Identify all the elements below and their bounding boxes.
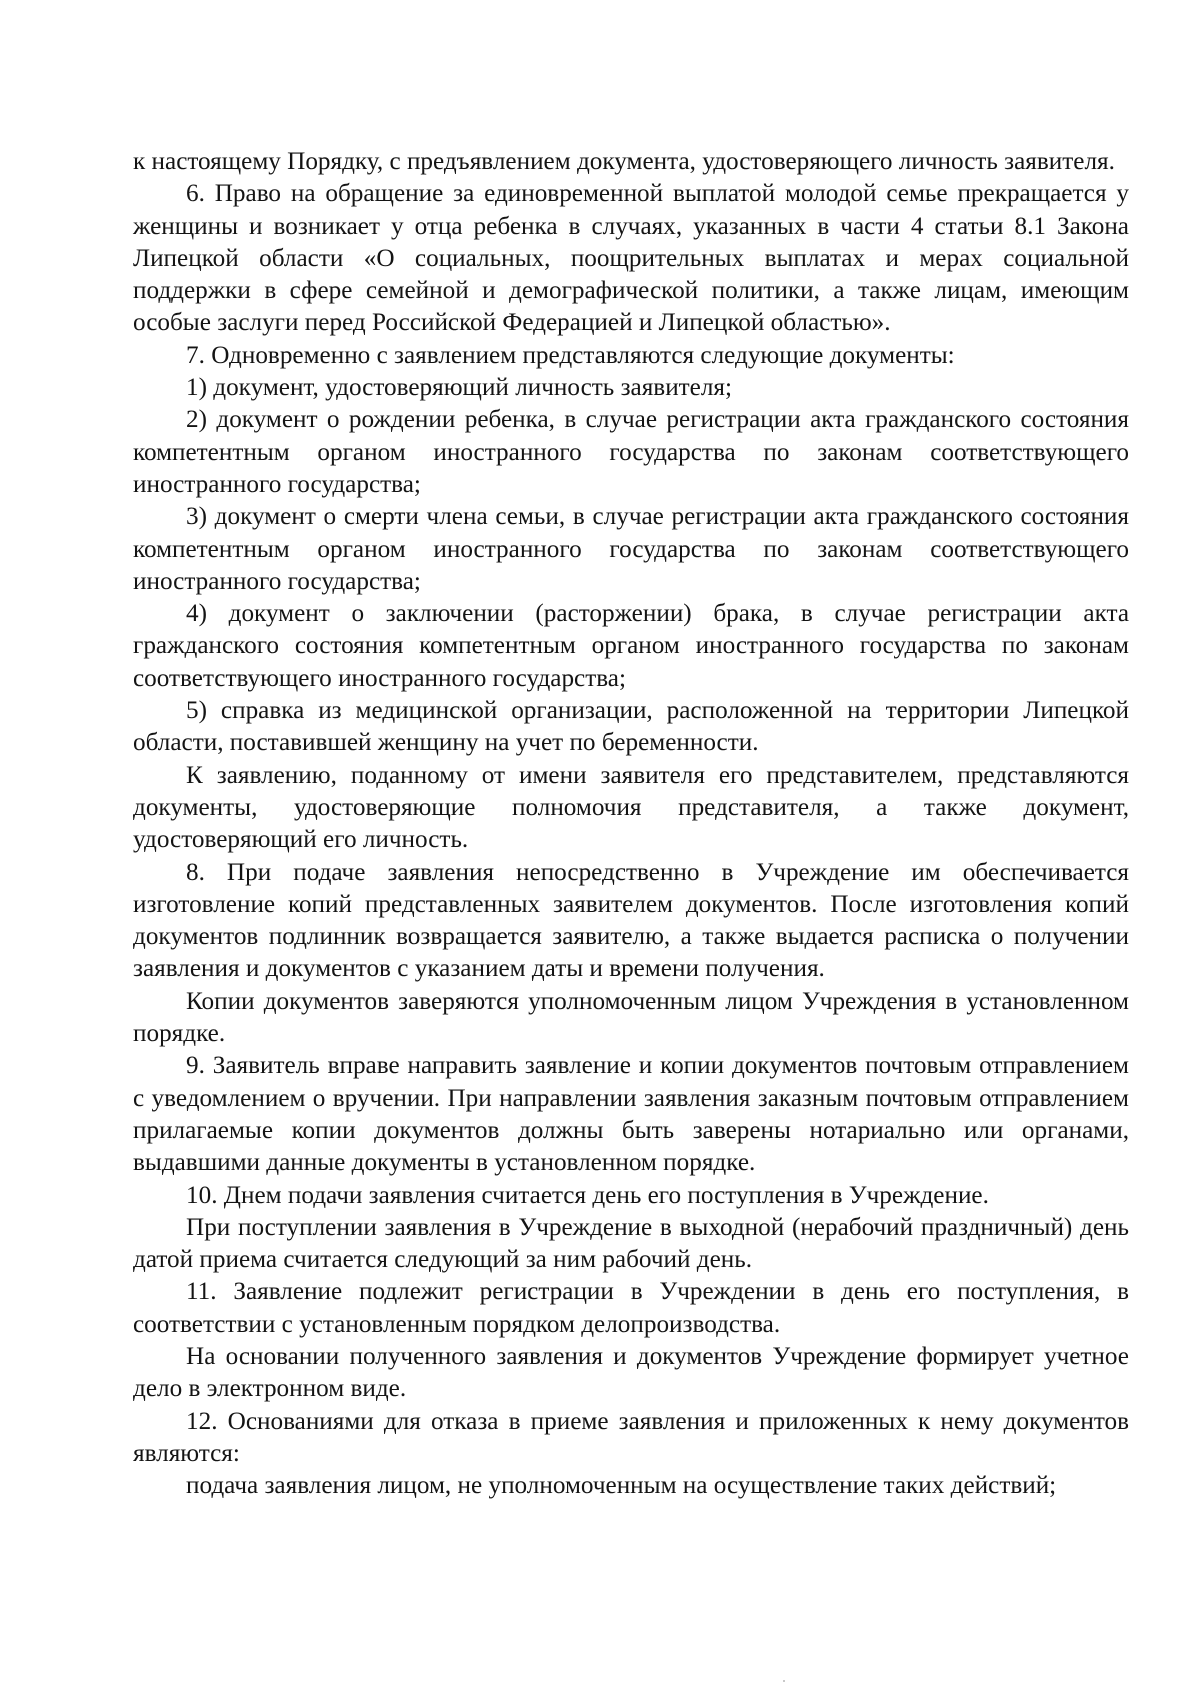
paragraph-item-10: 10. Днем подачи заявления считается день его поступления в Учреждение. [186, 1181, 989, 1209]
list-item-1: 1) документ, удостоверяющий личность заявителя; [186, 374, 733, 402]
paragraph-item-7: 7. Одновременно с заявлением представляются следующие документы: [186, 341, 955, 369]
paragraph-refusal-ground: подача заявления лицом, не уполномоченным на осуществление таких действий; [186, 1472, 1057, 1500]
scan-speck [783, 1680, 785, 1682]
paragraph-holiday-receipt: При поступлении заявления в Учреждение в выходной (нерабочий праздничный) день датой приема считается следующий за ним рабочий день. [133, 1213, 1129, 1274]
list-item-5: 5) справка из медицинской организации, расположенной на территории Липецкой области, поставившей женщину на учет по беременности. [133, 697, 1129, 757]
paragraph-electronic-case: На основании полученного заявления и документов Учреждение формирует учетное дело в электронном виде. [133, 1342, 1129, 1403]
paragraph-item-9: 9. Заявитель вправе направить заявление и копии документов почтовым отправлением с уведомлением о вручении. При направлении заявления заказным почтовым отправлением прилагаемые копии документов должны быть заверены нотариально или органами, выдавшими данные документы в установленном порядке. [133, 1052, 1129, 1177]
list-item-4: 4) документ о заключении (расторжении) брака, в случае регистрации акта гражданского состояния компетентным органом иностранного государства по законам соответствующего иностранного государства; [133, 600, 1129, 692]
paragraph-item-6: 6. Право на обращение за единовременной выплатой молодой семье прекращается у женщины и возникает у отца ребенка в случаях, указанных в части 4 статьи 8.1 Закона Липецкой области «О социальных, поощрительных выплатах и мерах социальной поддержки в сфере семейной и демографической политики, а также лицам, имеющим особые заслуги перед Российской Федерацией и Липецкой областью». [133, 180, 1129, 337]
paragraph-copies-certified: Копии документов заверяются уполномоченным лицом Учреждения в установленном порядке. [133, 987, 1129, 1048]
paragraph-representative: К заявлению, поданному от имени заявителя его представителем, представляются документы, удостоверяющие полномочия представителя, а также документ, удостоверяющий его личность. [133, 761, 1129, 854]
paragraph-item-11: 11. Заявление подлежит регистрации в Учреждении в день его поступления, в соответствии с установленным порядком делопроизводства. [133, 1278, 1129, 1338]
list-item-3: 3) документ о смерти члена семьи, в случае регистрации акта гражданского состояния компетентным органом иностранного государства по законам соответствующего иностранного государства; [133, 503, 1129, 595]
paragraph-continuation: к настоящему Порядку, с предъявлением документа, удостоверяющего личность заявителя. [133, 148, 1115, 175]
list-item-2: 2) документ о рождении ребенка, в случае регистрации акта гражданского состояния компетентным органом иностранного государства по законам соответствующего иностранного государства; [133, 406, 1129, 498]
paragraph-item-8: 8. При подаче заявления непосредственно в Учреждение им обеспечивается изготовление копий представленных заявителем документов. После изготовления копий документов подлинник возвращается заявителю, а также выдается расписка о получении заявления и документов с указанием даты и времени получения. [133, 858, 1129, 983]
paragraph-item-12: 12. Основаниями для отказа в приеме заявления и приложенных к нему документов являются: [133, 1407, 1129, 1467]
document-body [133, 146, 1129, 1502]
